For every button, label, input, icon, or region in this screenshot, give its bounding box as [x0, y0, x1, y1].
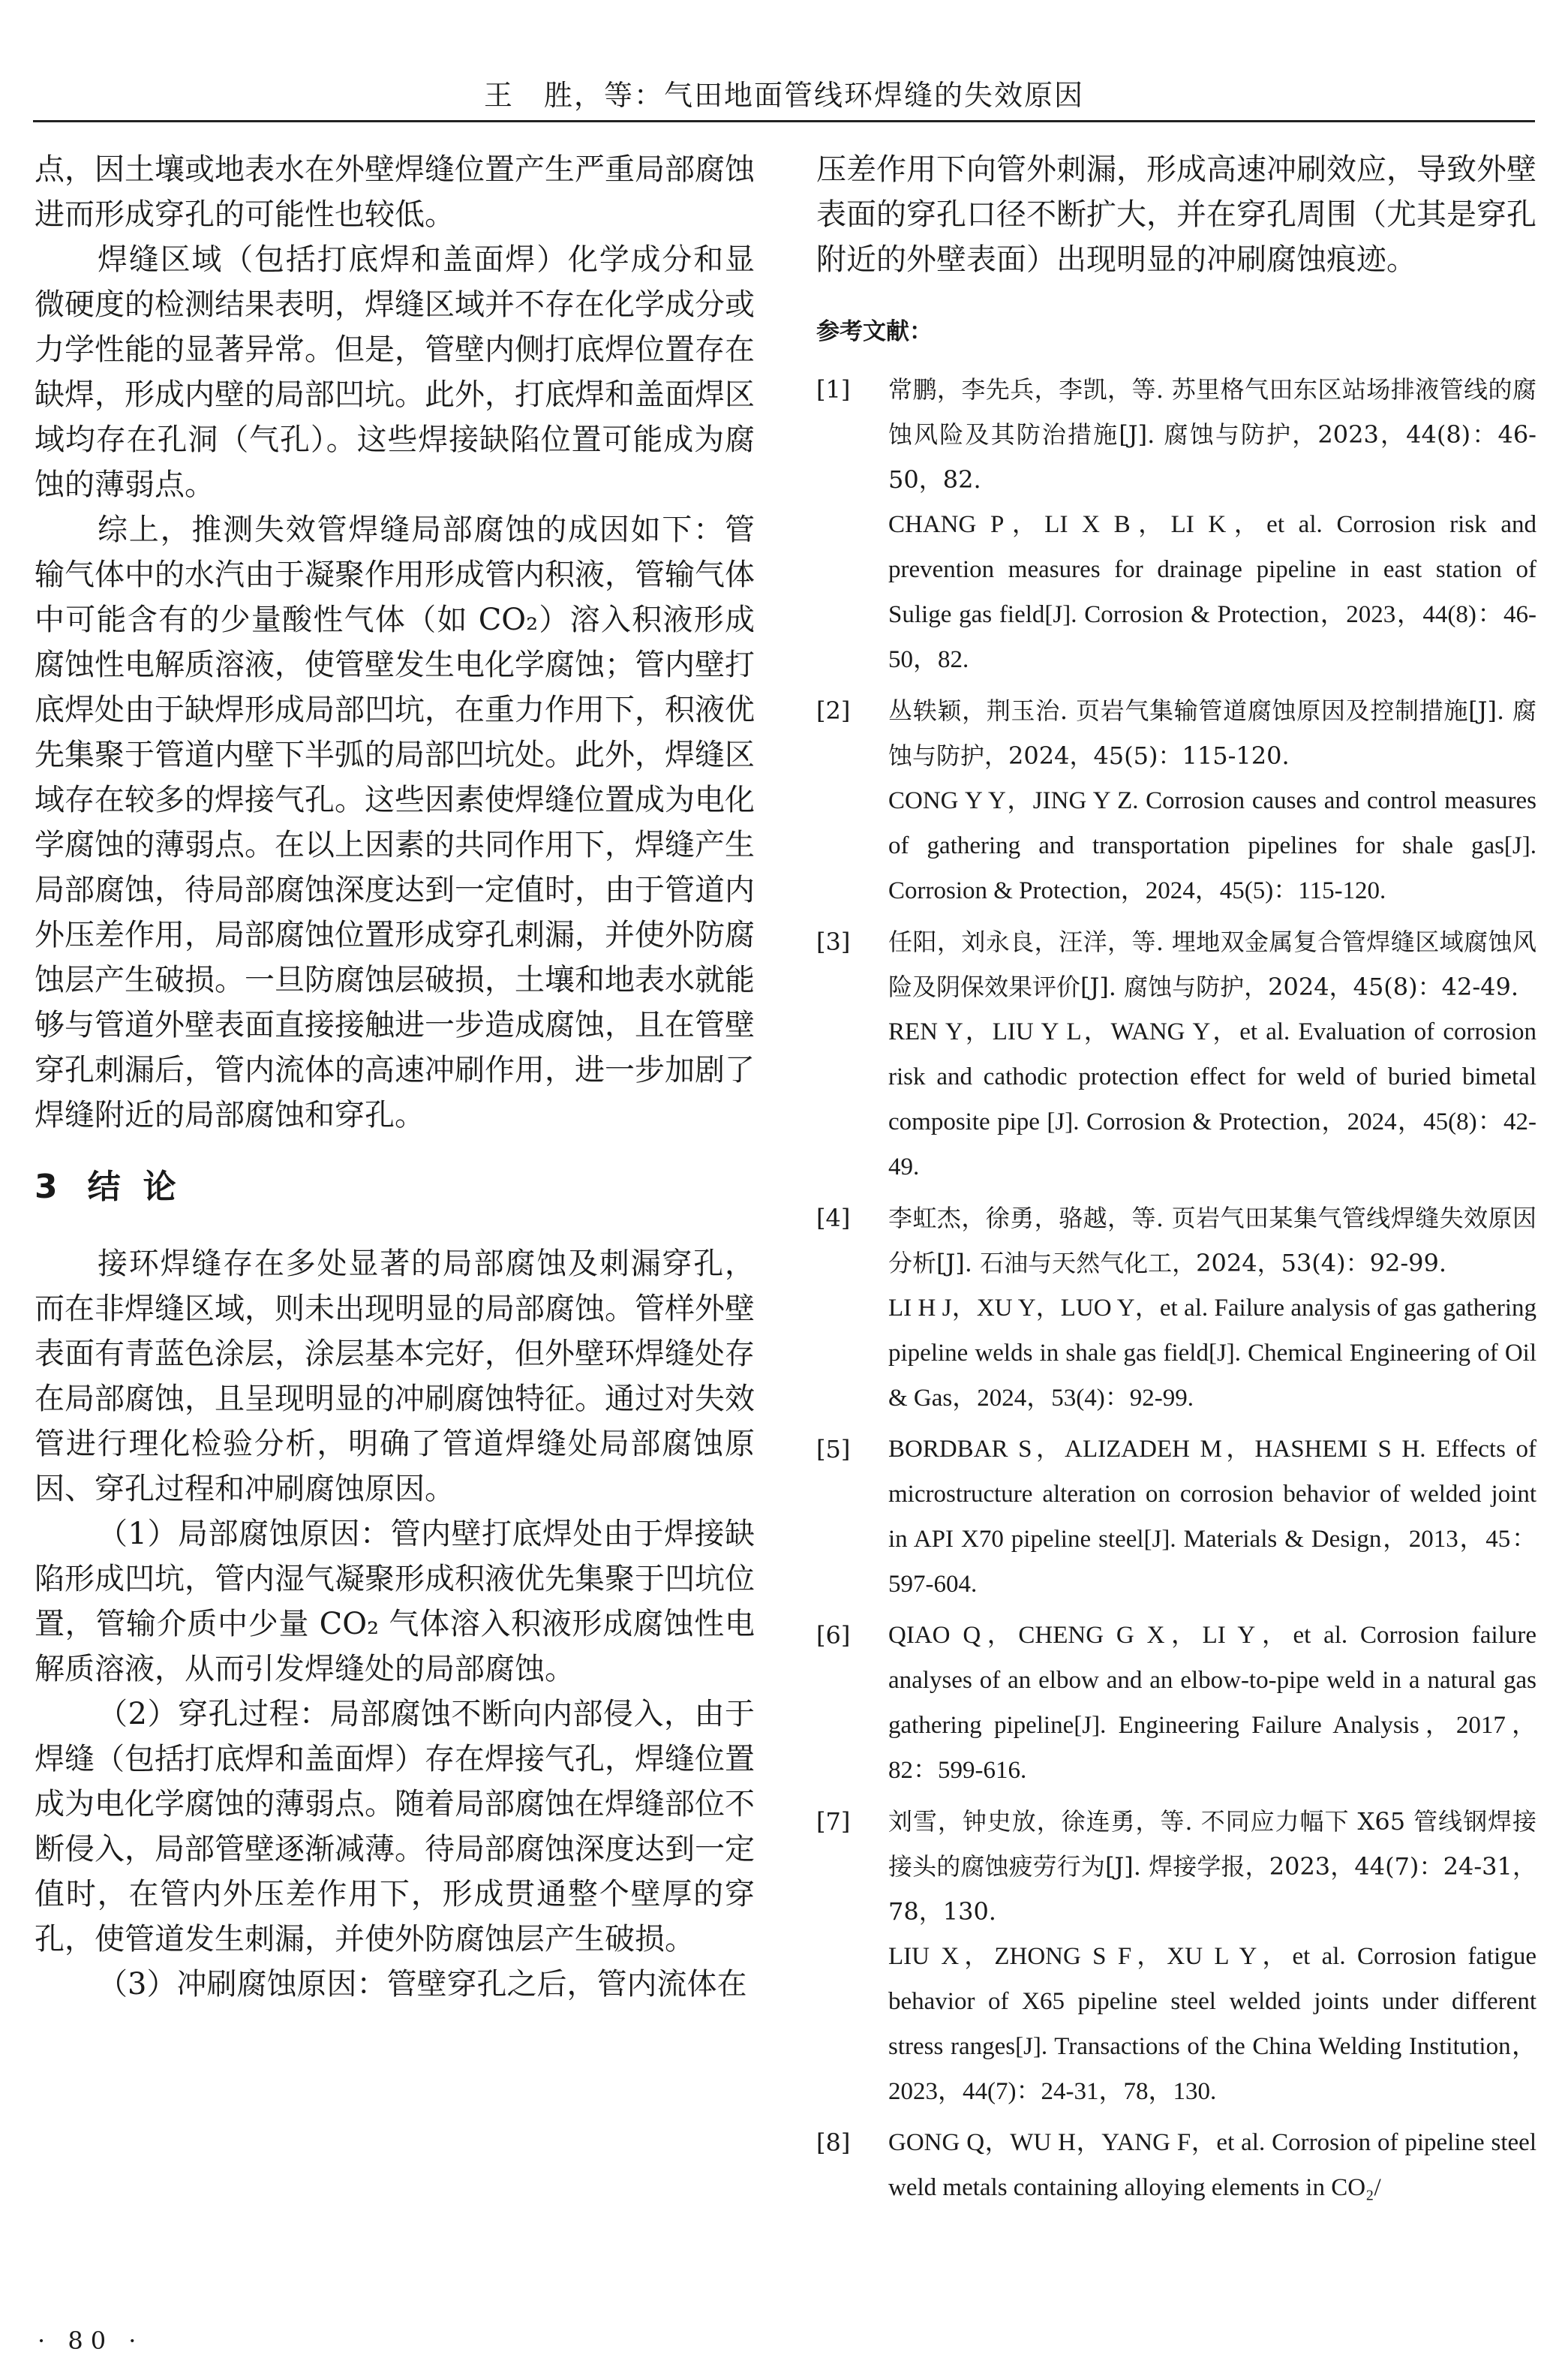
section-label: 结论: [87, 1168, 199, 1206]
reference-text-en: CONG Y Y，JING Y Z. Corrosion causes and control measures of gathering and transportation pipelines for shale gas[J]. Corrosion & Protection，2024，45(5)：115-120.: [888, 787, 1536, 904]
reference-item: [816, 919, 1536, 1190]
reference-text-en: GONG Q，WU H，YANG F，et al. Corrosion of pipeline steel weld metals containing alloying elements in CO₂/: [888, 2129, 1536, 2201]
reference-item: [816, 1427, 1536, 1607]
reference-text-zh: 李虹杰，徐勇，骆越，等. 页岩气田某集气管线焊缝失效原因分析[J]. 石油与天然气化工，2024，53(4)：92-99.: [888, 1204, 1536, 1277]
reference-number: [1]: [816, 375, 851, 404]
references-heading: 参考文献：: [816, 318, 933, 345]
paragraph: 综上，推测失效管焊缝局部腐蚀的成因如下：管输气体中的水汽由于凝聚作用形成管内积液，管输气体中可能含有的少量酸性气体（如 CO₂）溶入积液形成腐蚀性电解质溶液，使管壁发生电化学腐蚀；管内壁打底焊处由于缺焊形成局部凹坑，在重力作用下，积液优先集聚于管道内壁下半弧的局部凹坑处。此外，焊缝区域存在较多的焊接气孔。这些因素使焊缝位置成为电化学腐蚀的薄弱点。在以上因素的共同作用下，焊缝产生局部腐蚀，待局部腐蚀深度达到一定值时，由于管道内外压差作用，局部腐蚀位置形成穿孔刺漏，并使外防腐蚀层产生破损。一旦防腐蚀层破损，土壤和地表水就能够与管道外壁表面直接接触进一步造成腐蚀，且在管壁穿孔刺漏后，管内流体的高速冲刷作用，进一步加剧了焊缝附近的局部腐蚀和穿孔。: [35, 513, 755, 1132]
reference-number: [2]: [816, 696, 851, 725]
right-column: [816, 147, 1536, 2216]
reference-text-en: REN Y，LIU Y L，WANG Y，et al. Evaluation of corrosion risk and cathodic protection effect for weld of buried bimetal composite pipe [J]. Corrosion & Protection，2024，45(8)：42-49.: [888, 1018, 1536, 1180]
reference-item: [816, 688, 1536, 913]
reference-number: [8]: [816, 2128, 851, 2157]
reference-number: [4]: [816, 1204, 851, 1232]
page-number: · 80 ·: [38, 2326, 144, 2355]
section-heading: [35, 1165, 755, 1210]
paragraph: 接环焊缝存在多处显著的局部腐蚀及刺漏穿孔，而在非焊缝区域，则未出现明显的局部腐蚀。管样外壁表面有青蓝色涂层，涂层基本完好，但外壁环焊缝处存在局部腐蚀，且呈现明显的冲刷腐蚀特征。通过对失效管进行理化检验分析，明确了管道焊缝处局部腐蚀原因、穿孔过程和冲刷腐蚀原因。: [35, 1247, 755, 1506]
reference-text-en: LI H J，XU Y，LUO Y，et al. Failure analysis of gas gathering pipeline welds in shale gas field[J]. Chemical Engineering of Oil & Gas，2024，53(4)：92-99.: [888, 1295, 1536, 1412]
reference-text-en: LIU X，ZHONG S F，XU L Y，et al. Corrosion fatigue behavior of X65 pipeline steel welded joints under different stress ranges[J]. Transactions of the China Welding Institution，2023，44(7)：24-31，78，130.: [888, 1943, 1536, 2105]
reference-number: [6]: [816, 1621, 851, 1650]
paragraph: （3）冲刷腐蚀原因：管壁穿孔之后，管内流体在: [98, 1967, 747, 2002]
reference-item: [816, 2120, 1536, 2210]
reference-text-en: CHANG P，LI X B，LI K，et al. Corrosion risk and prevention measures for drainage pipeline in east station of Sulige gas field[J]. Corrosion & Protection，2023，44(8)：46-50，82.: [888, 511, 1536, 673]
reference-text-zh: 丛轶颖，荆玉治. 页岩气集输管道腐蚀原因及控制措施[J]. 腐蚀与防护，2024，45(5)：115-120.: [888, 696, 1536, 770]
paragraph: 压差作用下向管外刺漏，形成高速冲刷效应，导致外壁表面的穿孔口径不断扩大，并在穿孔周围（尤其是穿孔附近的外壁表面）出现明显的冲刷腐蚀痕迹。: [816, 152, 1536, 277]
reference-text-en: QIAO Q，CHENG G X，LI Y，et al. Corrosion failure analyses of an elbow and an elbow-to-pipe weld in a natural gas gathering pipeline[J]. Engineering Failure Analysis，2017，82：599-616.: [888, 1622, 1536, 1784]
reference-text-zh: 刘雪，钟史放，徐连勇，等. 不同应力幅下 X65 管线钢焊接接头的腐蚀疲劳行为[J]. 焊接学报，2023，44(7)：24-31，78，130.: [888, 1807, 1536, 1926]
reference-text-zh: 任阳，刘永良，汪洋，等. 埋地双金属复合管焊缝区域腐蚀风险及阴保效果评价[J]. 腐蚀与防护，2024，45(8)：42-49.: [888, 928, 1536, 1001]
reference-item: [816, 367, 1536, 682]
paragraph: 焊缝区域（包括打底焊和盖面焊）化学成分和显微硬度的检测结果表明，焊缝区域并不存在化学成分或力学性能的显著异常。但是，管壁内侧打底焊位置存在缺焊，形成内壁的局部凹坑。此外，打底焊和盖面焊区域均存在孔洞（气孔）。这些焊接缺陷位置可能成为腐蚀的薄弱点。: [35, 242, 755, 502]
reference-item: [816, 1196, 1536, 1421]
running-head: 王 胜，等：气田地面管线环焊缝的失效原因: [483, 79, 1084, 112]
reference-item: [816, 1613, 1536, 1793]
paragraph: （1）局部腐蚀原因：管内壁打底焊处由于焊接缺陷形成凹坑，管内湿气凝聚形成积液优先集聚于凹坑位置，管输介质中少量 CO₂ 气体溶入积液形成腐蚀性电解质溶液，从而引发焊缝处的局部腐蚀。: [35, 1517, 755, 1686]
paragraph: 点，因土壤或地表水在外壁焊缝位置产生严重局部腐蚀进而形成穿孔的可能性也较低。: [35, 152, 755, 232]
reference-number: [7]: [816, 1807, 851, 1836]
left-column: [35, 147, 755, 2007]
paragraph: （2）穿孔过程：局部腐蚀不断向内部侵入，由于焊缝（包括打底焊和盖面焊）存在焊接气孔，焊缝位置成为电化学腐蚀的薄弱点。随着局部腐蚀在焊缝部位不断侵入，局部管壁逐渐减薄。待局部腐蚀深度达到一定值时，在管内外压差作用下，形成贯通整个壁厚的穿孔，使管道发生刺漏，并使外防腐蚀层产生破损。: [35, 1697, 755, 1956]
section-number: 3: [35, 1168, 58, 1206]
reference-text-zh: 常鹏，李先兵，李凯，等. 苏里格气田东区站场排液管线的腐蚀风险及其防治措施[J]. 腐蚀与防护，2023，44(8)：46-50，82.: [888, 375, 1536, 494]
reference-number: [3]: [816, 928, 851, 956]
header-rule: [33, 120, 1535, 122]
reference-text-en: BORDBAR S，ALIZADEH M，HASHEMI S H. Effects of microstructure alteration on corrosion behavior of welded joint in API X70 pipeline steel[J]. Materials & Design，2013，45：597-604.: [888, 1436, 1536, 1598]
reference-item: [816, 1799, 1536, 2114]
reference-number: [5]: [816, 1435, 851, 1463]
